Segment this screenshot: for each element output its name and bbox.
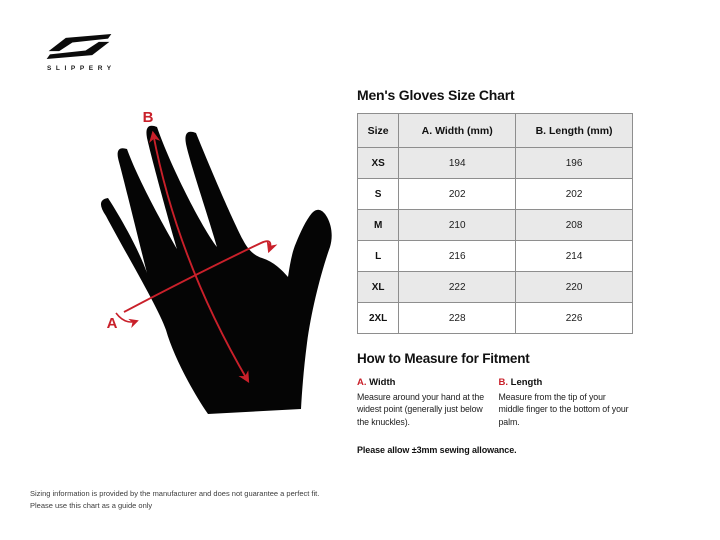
measure-length-key: B.: [498, 377, 508, 388]
column-header-width: A. Width (mm): [399, 114, 516, 148]
table-row: [358, 179, 633, 210]
table-row: [358, 272, 633, 303]
disclaimer-line-1: Sizing information is provided by the manufacturer and does not guarantee a perfect fit.: [30, 489, 320, 498]
measure-guide-section: [357, 351, 633, 455]
sewing-allowance-note: Please allow ±3mm sewing allowance.: [357, 445, 517, 456]
length-value: 214: [516, 241, 633, 272]
width-value: 228: [399, 303, 516, 334]
length-value: 202: [516, 179, 633, 210]
table-row: [358, 210, 633, 241]
size-value: XS: [358, 148, 399, 179]
measure-item-length: [499, 377, 634, 428]
size-value: L: [358, 241, 399, 272]
length-value: 226: [516, 303, 633, 334]
size-value: S: [358, 179, 399, 210]
measure-length-word: Length: [510, 377, 543, 388]
table-row: [358, 241, 633, 272]
footer-disclaimer: [30, 488, 319, 511]
size-chart-table: [357, 113, 633, 334]
width-value: 194: [399, 148, 516, 179]
width-value: 216: [399, 241, 516, 272]
size-chart-title: Men's Gloves Size Chart: [357, 87, 515, 103]
measure-length-label: [499, 377, 634, 388]
size-value: M: [358, 210, 399, 241]
column-header-length: B. Length (mm): [516, 114, 633, 148]
width-value: 202: [399, 179, 516, 210]
table-header-row: [358, 114, 633, 148]
brand-name: SLIPPERY: [47, 65, 116, 72]
size-value: XL: [358, 272, 399, 303]
column-header-size: Size: [358, 114, 399, 148]
size-value: 2XL: [358, 303, 399, 334]
measure-length-description: Measure from the tip of your middle finger to the bottom of your palm.: [498, 392, 629, 427]
disclaimer-line-2: Please use this chart as a guide only: [30, 500, 153, 510]
width-value: 222: [399, 272, 516, 303]
slippery-s-logo-icon: [46, 33, 112, 60]
width-value: 210: [399, 210, 516, 241]
width-arrow-hook: [116, 313, 137, 322]
length-value: 208: [516, 210, 633, 241]
measure-item-width: [357, 377, 492, 428]
length-value: 196: [516, 148, 633, 179]
length-value: 220: [516, 272, 633, 303]
measure-width-word: Width: [369, 377, 396, 388]
label-a: A: [106, 315, 118, 332]
table-row: [358, 303, 633, 334]
measure-guide-title: How to Measure for Fitment: [357, 351, 530, 366]
size-chart-panel: [357, 87, 633, 455]
brand-logo: [46, 33, 126, 72]
measure-width-description: Measure around your hand at the widest point (generally just below the knuckles).: [357, 392, 484, 427]
label-b: B: [142, 109, 154, 126]
hand-measurement-diagram: [80, 100, 340, 430]
hand-silhouette: [101, 126, 332, 414]
measure-width-label: [357, 377, 492, 388]
measure-width-key: A.: [357, 377, 367, 388]
table-row: [358, 148, 633, 179]
